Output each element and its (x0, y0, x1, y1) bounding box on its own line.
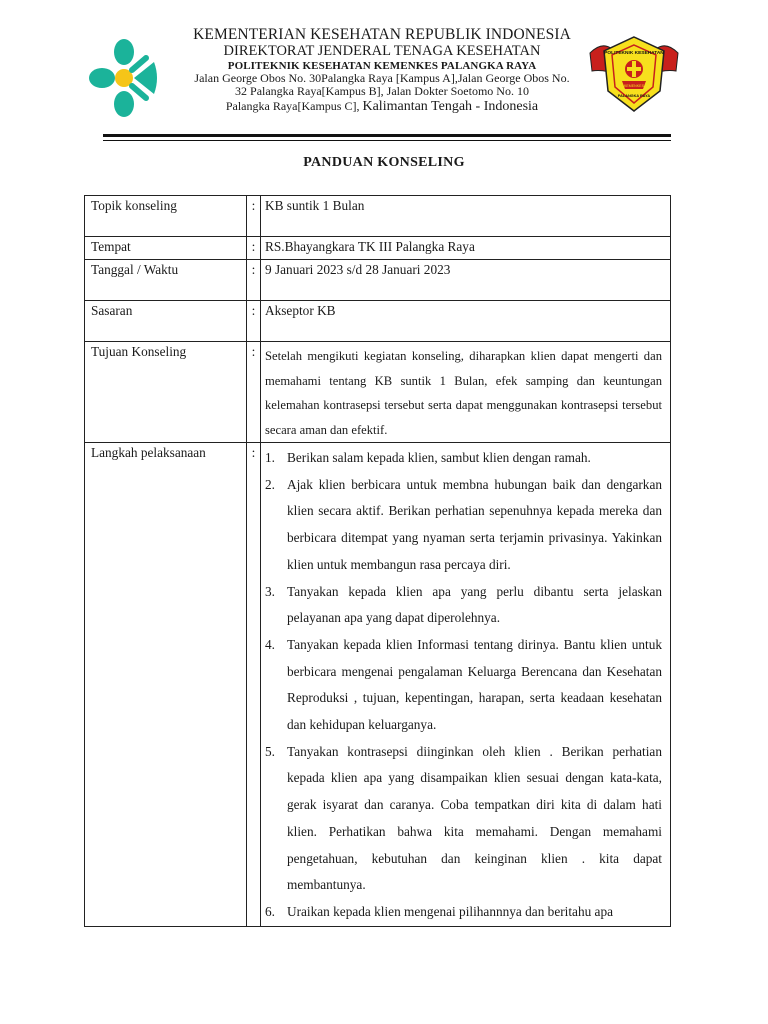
address-line-2: 32 Palangka Raya[Kampus B], Jalan Dokter Soetomo No. 10 (235, 84, 529, 99)
address-line-3: Palangka Raya[Kampus C], Kalimantan Tengah - Indonesia (225, 98, 539, 114)
colon-separator: : (247, 443, 261, 927)
label-tanggal: Tanggal / Waktu (85, 260, 247, 301)
emblem-banner-bottom: PALANGKA RAYA (617, 94, 651, 98)
colon-separator: : (247, 342, 261, 443)
emblem-banner-top: KEMENKES (624, 84, 644, 88)
step-text: Ajak klien berbicara untuk membna hubungan baik dan dengarkan klien secara aktif. Berikan perhatian sepenuhnya kepada mereka dan berbicara ditempat yang nyaman serta terjamin privasinya. Yakinkan klien untuk membangun rasa percaya diri. (287, 476, 662, 572)
step-text: Tanyakan kontrasepsi diinginkan oleh klien . Berikan perhatian kepada klien apa yang disampaikan klien sesuai dengan kata-kata, gerak isyarat dan caranya. Coba tempatkan diri kita di dalam hati klien. Perhatikan bahwa kita memahami. Dengan memahami pengetahuan, kebutuhan dan keinginan klien . kita dapat membantunya. (287, 743, 662, 893)
colon-separator: : (247, 260, 261, 301)
kemenkes-logo-icon (88, 38, 160, 118)
table-row-tujuan (85, 342, 671, 443)
list-item (265, 739, 662, 899)
list-item (265, 445, 662, 472)
table-row-tempat (85, 237, 671, 260)
step-text: Tanyakan kepada klien Informasi tentang dirinya. Bantu klien untuk berbicara mengenai pengalaman Keluarga Berencana dan Kesehatan Reproduksi , tujuan, kepentingan, harapan, serta keadaan kesehatan dan kehidupan keluarganya. (287, 636, 662, 733)
step-number: 5. (265, 743, 275, 759)
letterhead (0, 0, 768, 145)
label-tempat: Tempat (85, 237, 247, 260)
step-text: Uraikan kepada klien mengenai pilihannnya dan beritahu apa (287, 903, 614, 919)
institution-name: POLITEKNIK KESEHATAN KEMENKES PALANGKA RAYA (227, 59, 537, 72)
letterhead-rule-thick (103, 134, 671, 137)
step-number: 6. (265, 903, 275, 919)
list-item (265, 472, 662, 579)
table-row-sasaran (85, 301, 671, 342)
directorate-name: DIREKTORAT JENDERAL TENAGA KESEHATAN (223, 43, 541, 60)
list-item (265, 579, 662, 632)
address-line-1: Jalan George Obos No. 30Palangka Raya [Kampus A],Jalan George Obos No. (194, 70, 570, 85)
letterhead-rule-thin (103, 140, 671, 141)
step-text: Berikan salam kepada klien, sambut klien dengan ramah. (287, 450, 591, 465)
step-number: 4. (265, 636, 275, 652)
step-number: 1. (265, 450, 275, 465)
steps-list (265, 445, 662, 926)
poltekkes-emblem-icon (588, 35, 680, 113)
colon-separator: : (247, 196, 261, 237)
step-number: 3. (265, 583, 275, 599)
table-row-topik (85, 196, 671, 237)
list-item (265, 632, 662, 739)
ministry-name: KEMENTERIAN KESEHATAN REPUBLIK INDONESIA (193, 26, 571, 43)
step-number: 2. (265, 476, 275, 492)
table-row-langkah (85, 443, 671, 927)
value-topik: KB suntik 1 Bulan (261, 196, 671, 237)
value-sasaran: Akseptor KB (261, 301, 671, 342)
step-text: Tanyakan kepada klien apa yang perlu dibantu serta jelaskan pelayanan apa yang dapat diperolehnya. (287, 583, 662, 626)
value-langkah (261, 443, 671, 927)
list-item (265, 899, 662, 926)
value-tujuan: Setelah mengikuti kegiatan konseling, diharapkan klien dapat mengerti dan memahami tentang KB suntik 1 Bulan, efek samping dan keuntungan kelemahan kontrasepsi tersebut serta dapat menggunakan kontrasepsi tersebut secara aman dan efektif. (261, 342, 671, 443)
colon-separator: : (247, 237, 261, 260)
label-topik: Topik konseling (85, 196, 247, 237)
letterhead-text (168, 26, 596, 114)
emblem-arc-text: POLITEKNIK KESEHATAN (604, 51, 664, 56)
document-title: PANDUAN KONSELING (303, 155, 465, 170)
table-row-tanggal (85, 260, 671, 301)
label-sasaran: Sasaran (85, 301, 247, 342)
counseling-guide-table (84, 195, 671, 927)
value-tanggal: 9 Januari 2023 s/d 28 Januari 2023 (261, 260, 671, 301)
label-tujuan: Tujuan Konseling (85, 342, 247, 443)
colon-separator: : (247, 301, 261, 342)
label-langkah: Langkah pelaksanaan (85, 443, 247, 927)
value-tempat: RS.Bhayangkara TK III Palangka Raya (261, 237, 671, 260)
